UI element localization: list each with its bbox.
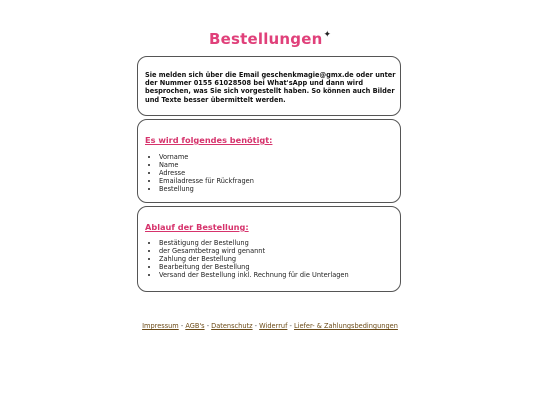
requirements-heading: Es wird folgendes benötigt: bbox=[145, 135, 273, 145]
footer-separator: - bbox=[252, 322, 260, 330]
requirements-list bbox=[144, 153, 254, 193]
order-process-list bbox=[144, 239, 349, 279]
list-item: • Bearbeitung der Bestellung bbox=[159, 263, 349, 271]
list-item: • Versand der Bestellung inkl. Rechnung für die Unterlagen bbox=[159, 271, 349, 279]
requirements-card bbox=[137, 119, 401, 203]
list-item: • Adresse bbox=[159, 169, 254, 177]
footer-separator: - bbox=[287, 322, 294, 330]
footer-separator: - bbox=[178, 322, 186, 330]
list-item: • Bestellung bbox=[159, 185, 254, 193]
intro-card bbox=[137, 56, 401, 116]
list-item: • Bestätigung der Bestellung bbox=[159, 239, 349, 247]
list-item: • Vorname bbox=[159, 153, 254, 161]
star-icon: ✦ bbox=[323, 30, 332, 40]
footer-link-widerruf[interactable]: Widerruf bbox=[259, 322, 288, 330]
footer-link-datenschutz[interactable]: Datenschutz bbox=[211, 322, 253, 330]
list-item: • Emailadresse für Rückfragen bbox=[159, 177, 254, 185]
intro-text: Sie melden sich über die Email geschenkmagie@gmx.de oder unter der Nummer 0155 61028508 bei What'sApp und dann wird besprochen, was Sie sich vorgestellt haben. So können auch Bilder und Texte besser übermittelt werden. bbox=[145, 71, 396, 104]
order-process-card bbox=[137, 206, 401, 292]
header bbox=[0, 29, 540, 48]
list-item: • der Gesamtbetrag wird genannt bbox=[159, 247, 349, 255]
footer-link-impressum[interactable]: Impressum bbox=[142, 322, 179, 330]
footer-separator: - bbox=[204, 322, 212, 330]
list-item: • Name bbox=[159, 161, 254, 169]
page-title: Bestellungen bbox=[208, 30, 323, 48]
list-item: • Zahlung der Bestellung bbox=[159, 255, 349, 263]
footer-link-agb[interactable]: AGB's bbox=[185, 322, 205, 330]
footer-link-liefer-zahlung[interactable]: Liefer- & Zahlungsbedingungen bbox=[294, 322, 398, 330]
footer-nav bbox=[0, 322, 540, 330]
order-process-heading: Ablauf der Bestellung: bbox=[145, 222, 249, 232]
